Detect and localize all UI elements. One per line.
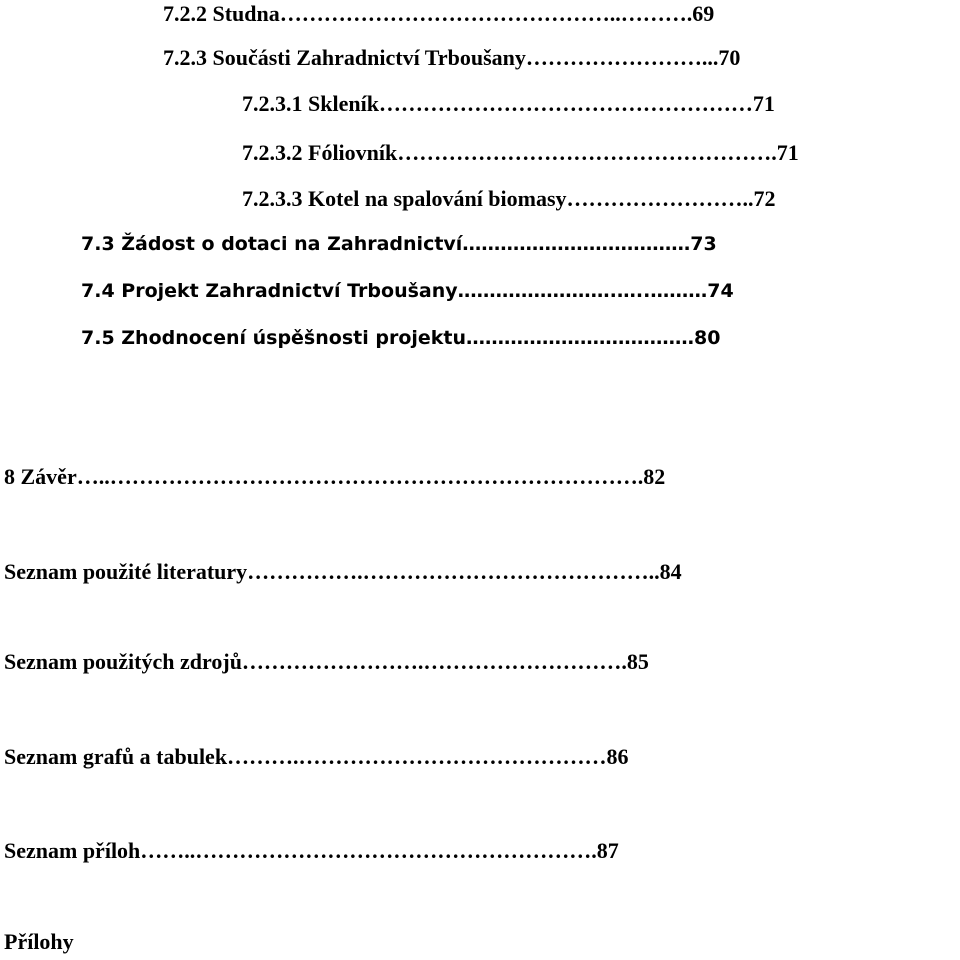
toc-entry-7-2-3-1: 7.2.3.1 Skleník……………………………………………71 xyxy=(242,91,775,116)
toc-entry-7-2-3-2: 7.2.3.2 Fóliovník…………………………………………….71 xyxy=(242,140,799,165)
toc-entry-7-5: 7.5 Zhodnocení úspěšnosti projektu………………………………80 xyxy=(81,327,721,349)
toc-entry-7-2-3-3: 7.2.3.3 Kotel na spalování biomasy……………………..72 xyxy=(242,186,776,211)
toc-entry-prilohy-seznam: Seznam příloh……..……………………………………………….87 xyxy=(4,838,619,863)
toc-entry-7-4: 7.4 Projekt Zahradnictví Trboušany…………………….…..………74 xyxy=(81,280,734,302)
toc-entry-8: 8 Závěr…..……………………………………………………………….82 xyxy=(4,464,666,489)
toc-entry-grafy-tabulky: Seznam grafů a tabulek……….……………………………………86 xyxy=(4,744,629,769)
toc-entry-7-2-3: 7.2.3 Součásti Zahradnictví Trboušany……………………...70 xyxy=(163,45,741,70)
toc-entry-7-2-2: 7.2.2 Studna………………………………………..……….69 xyxy=(163,1,715,26)
toc-entry-7-3: 7.3 Žádost o dotaci na Zahradnictví………………………………73 xyxy=(81,233,717,255)
toc-entry-prilohy: Přílohy xyxy=(4,929,74,954)
toc-entry-zdroje: Seznam použitých zdrojů…………………….……………………….85 xyxy=(4,649,649,674)
toc-entry-literatura: Seznam použité literatury…………….…………………………………..84 xyxy=(4,559,682,584)
